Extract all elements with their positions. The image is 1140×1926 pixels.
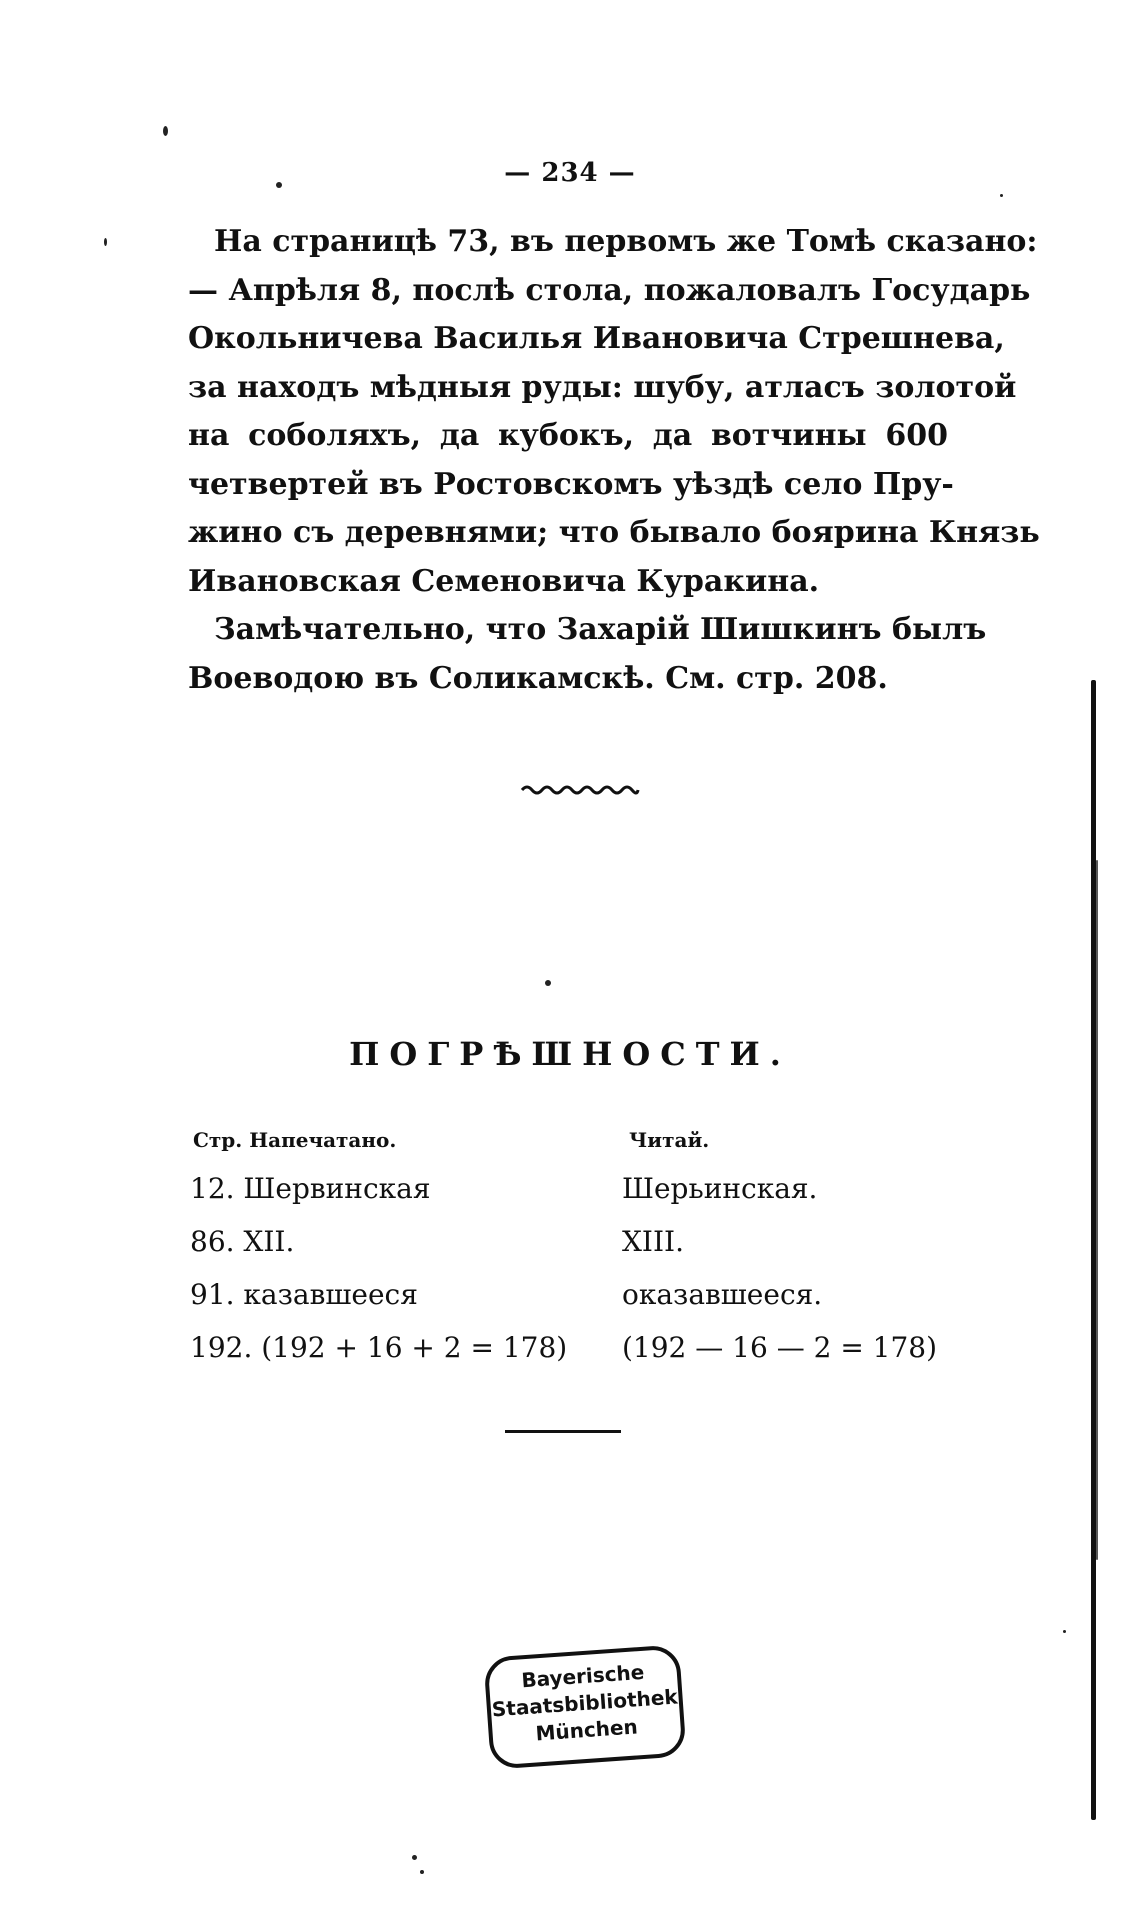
errata-misprint: 12. Шервинская: [190, 1172, 431, 1205]
body-line: четвертей въ Ростовскомъ уѣздѣ село Пру-: [188, 466, 954, 502]
library-stamp: [483, 1644, 686, 1769]
errata-correction: Шерьинская.: [622, 1172, 818, 1205]
page-number: — 234 —: [504, 158, 636, 188]
ornamental-divider: [520, 782, 640, 798]
scan-speck: [545, 980, 551, 986]
scan-speck: [104, 238, 107, 246]
errata-header-misprint: Стр. Напечатано.: [193, 1128, 397, 1152]
scan-speck: [412, 1855, 417, 1860]
body-line: жино съ деревнями; что бывало боярина Князь: [188, 515, 1040, 550]
body-text: [188, 218, 1040, 703]
stamp-line: Bayerische: [520, 1659, 646, 1693]
errata-misprint: 86. XII.: [190, 1225, 295, 1258]
note-line: Воеводою въ Соликамскѣ. См. стр. 208.: [188, 660, 888, 696]
body-line: — Апрѣля 8, послѣ стола, пожаловалъ Государь: [188, 272, 1031, 308]
scan-speck: [1000, 194, 1003, 197]
errata-row: [190, 1331, 990, 1384]
errata-row: [190, 1278, 990, 1331]
stamp-line: München: [534, 1714, 639, 1746]
body-line: На страницѣ 73, въ первомъ же Томѣ сказано:: [214, 224, 1038, 259]
scan-speck: [1063, 1630, 1066, 1633]
errata-correction: XIII.: [622, 1225, 685, 1258]
scan-speck: [276, 182, 282, 188]
errata-row: [190, 1172, 990, 1225]
end-rule: [505, 1430, 621, 1433]
errata-list: [190, 1172, 990, 1384]
errata-correction: оказавшееся.: [622, 1278, 823, 1311]
body-line: за находъ мѣдныя руды: шубу, атласъ золотой: [188, 369, 1017, 405]
errata-misprint: 91. казавшееся: [190, 1278, 418, 1311]
errata-misprint: 192. (192 + 16 + 2 = 178): [190, 1331, 568, 1364]
errata-title: ПОГРѢШНОСТИ.: [349, 1035, 791, 1073]
scan-edge-thin: [1096, 860, 1098, 1560]
note-line: Замѣчательно, что Захарій Шишкинъ былъ: [214, 612, 987, 647]
body-line: Окольничева Василья Ивановича Стрешнева,: [188, 321, 1005, 356]
errata-correction: (192 — 16 — 2 = 178): [622, 1331, 938, 1364]
body-line: на соболяхъ, да кубокъ, да вотчины 600: [188, 418, 948, 453]
errata-row: [190, 1225, 990, 1278]
body-line: Ивановская Семеновича Куракина.: [188, 563, 820, 599]
stamp-text: [484, 1656, 685, 1750]
stamp-line: Staatsbibliothek: [491, 1684, 679, 1722]
scan-speck: [420, 1870, 424, 1874]
scan-speck: [163, 126, 168, 136]
errata-header-correction: Читай.: [629, 1128, 710, 1152]
